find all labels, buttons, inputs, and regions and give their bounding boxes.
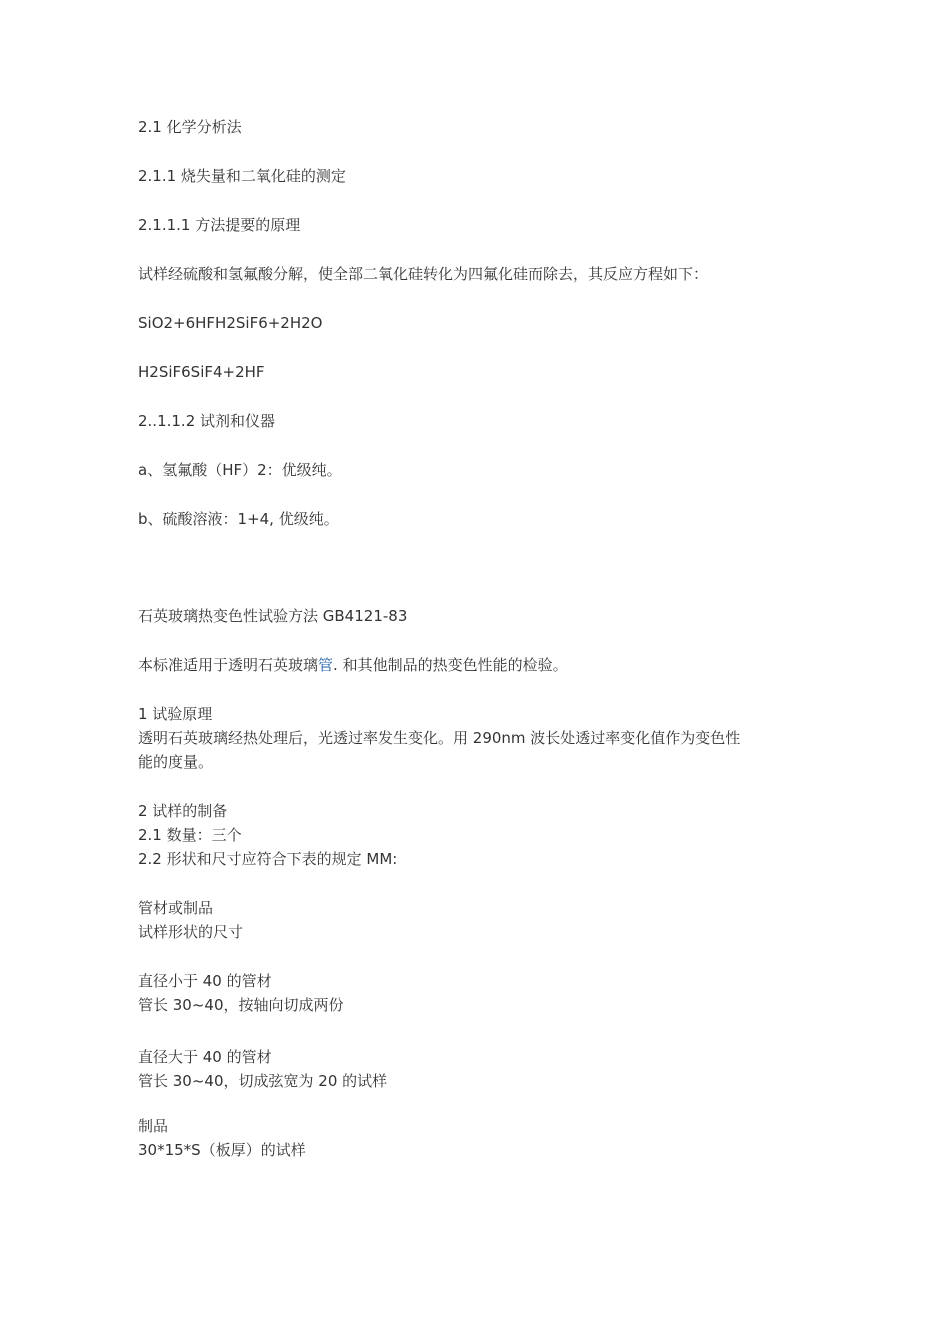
section-heading-2-1-1: 2.1.1 烧失量和二氧化硅的测定 [138, 167, 346, 185]
principle-text-line-2: 能的度量。 [138, 753, 214, 771]
standard-title: 石英玻璃热变色性试验方法 GB4121-83 [138, 607, 408, 625]
table-header-size: 试样形状的尺寸 [138, 923, 244, 941]
section-heading-2-1-1-1: 2.1.1.1 方法提要的原理 [138, 216, 301, 234]
method-description: 试样经硫酸和氢氟酸分解，使全部二氧化硅转化为四氟化硅而除去，其反应方程如下： [138, 265, 709, 283]
row-3-material: 制品 [138, 1117, 169, 1135]
intro-text-b: . 和其他制品的热变色性能的检验。 [333, 656, 568, 674]
reagent-a: a、氢氟酸（HF）2：优级纯。 [138, 461, 342, 479]
section-heading-2-1-1-2: 2..1.1.2 试剂和仪器 [138, 412, 276, 430]
row-2-material: 直径大于 40 的管材 [138, 1048, 272, 1066]
row-3-size: 30*15*S（板厚）的试样 [138, 1141, 306, 1159]
sample-quantity: 2.1 数量：三个 [138, 826, 242, 844]
table-header-material: 管材或制品 [138, 899, 214, 917]
section-heading-2-1: 2.1 化学分析法 [138, 118, 242, 136]
row-1-material: 直径小于 40 的管材 [138, 972, 272, 990]
heading-test-principle: 1 试验原理 [138, 705, 213, 723]
heading-sample-prep: 2 试样的制备 [138, 802, 228, 820]
equation-2: H2SiF6SiF4+2HF [138, 363, 265, 381]
equation-1: SiO2+6HFH2SiF6+2H2O [138, 314, 323, 332]
principle-text-line-1: 透明石英玻璃经热处理后，光透过率发生变化。用 290nm 波长处透过率变化值作为变色性 [138, 729, 741, 747]
sample-shape-size: 2.2 形状和尺寸应符合下表的规定 MM: [138, 850, 398, 868]
intro-text-a: 本标准适用于透明石英玻璃 [138, 656, 319, 674]
row-1-size: 管长 30~40，按轴向切成两份 [138, 996, 344, 1014]
intro-link[interactable]: 管 [318, 656, 334, 674]
row-2-size: 管长 30~40，切成弦宽为 20 的试样 [138, 1072, 388, 1090]
standard-intro [138, 653, 828, 677]
reagent-b: b、硫酸溶液：1+4, 优级纯。 [138, 510, 339, 528]
